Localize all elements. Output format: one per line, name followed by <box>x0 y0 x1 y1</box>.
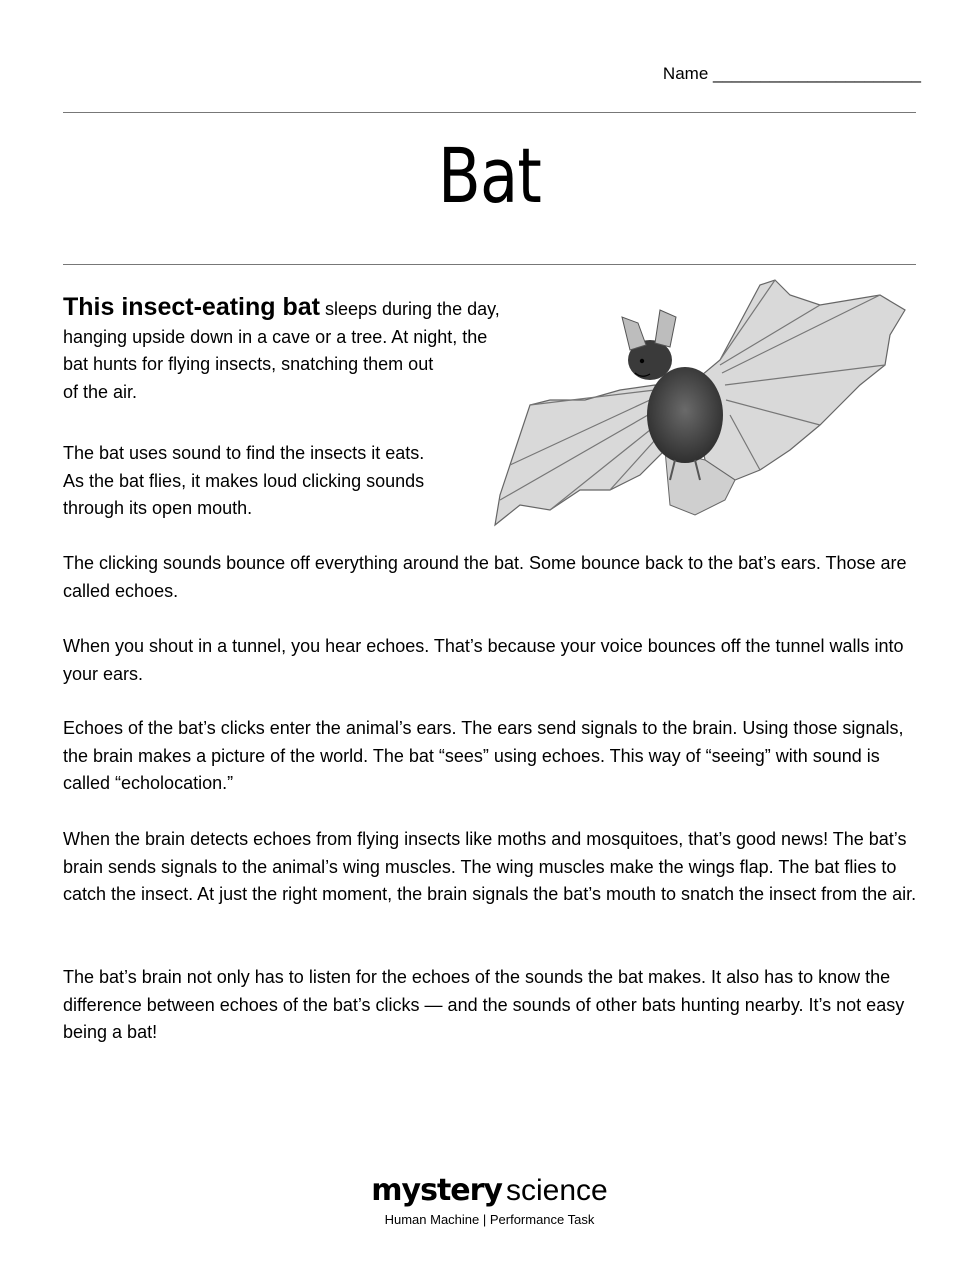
echolocation-paragraph: Echoes of the bat’s clicks enter the animal’s ears. The ears send signals to the brain. Using those signals, the brain makes a picture of the world. The bat “sees” using echoes. This way of “seeing” with sound is called “echolocation.” <box>63 718 904 793</box>
logo-science-text: science <box>506 1174 608 1207</box>
intro-lead-text: This insect-eating bat <box>63 293 320 321</box>
intro-line-2: hanging upside down in a cave or a tree. At night, the <box>63 326 488 347</box>
intro-line-1: sleeps during the day, <box>319 299 500 319</box>
top-divider <box>63 112 916 113</box>
closing-paragraph: The bat’s brain not only has to listen for the echoes of the sounds the bat makes. It also has to know the difference between echoes of the bat’s clicks — and the sounds of other bats hunting nearby. It’s not easy being a bat! <box>63 967 905 1042</box>
mystery-science-logo <box>0 1173 979 1208</box>
intro-paragraph <box>63 294 543 406</box>
title-divider <box>63 264 916 265</box>
intro-line-3: bat hunts for flying insects, snatching them out <box>63 354 434 374</box>
logo-mystery-text: mystery <box>371 1173 502 1208</box>
bat-illustration-icon <box>490 275 910 550</box>
footer <box>0 1173 979 1227</box>
intro-line-4: of the air. <box>63 381 138 402</box>
sound-line-1: The bat uses sound to find the insects it eats. <box>63 443 425 463</box>
name-field-label: Name ______________________ <box>662 64 921 83</box>
sound-line-3: through its open mouth. <box>63 498 253 518</box>
hunting-paragraph: When the brain detects echoes from flying insects like moths and mosquitoes, that’s good news! The bat’s brain sends signals to the animal’s wing muscles. The wing muscles make the wings flap. The bat flies to catch the insect. At just the right moment, the brain signals the bat’s mouth to snatch the insect from the air. <box>63 829 917 904</box>
echoes-paragraph: The clicking sounds bounce off everything around the bat. Some bounce back to the bat’s ears. Those are called echoes. <box>63 553 907 601</box>
sound-paragraph <box>63 440 463 523</box>
footer-subtitle: Human Machine | Performance Task <box>384 1212 595 1227</box>
page-title: Bat <box>438 131 541 220</box>
sound-line-2: As the bat flies, it makes loud clicking sounds <box>63 470 425 491</box>
tunnel-paragraph: When you shout in a tunnel, you hear echoes. That’s because your voice bounces off the tunnel walls into your ears. <box>63 636 904 684</box>
